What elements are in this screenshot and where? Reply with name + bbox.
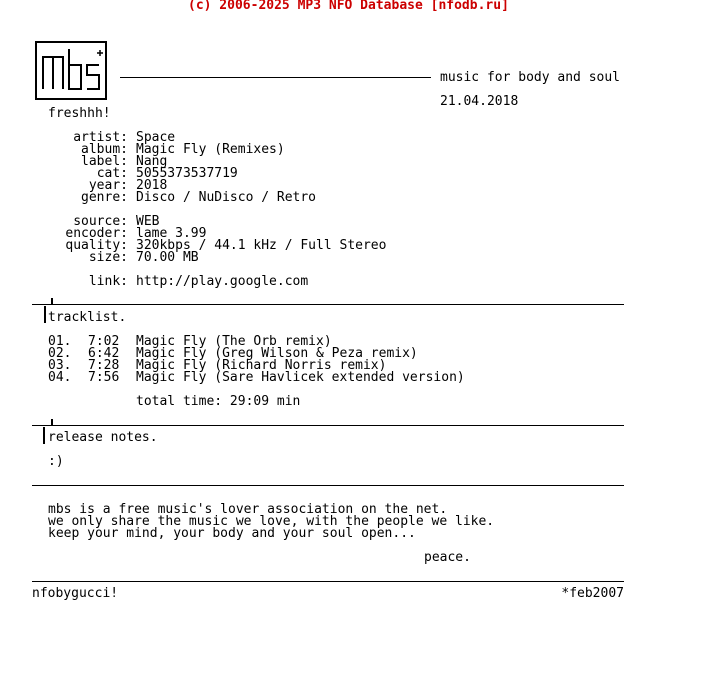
track-number: 01. [48,334,72,349]
total-time: total time: 29:09 min [136,394,301,409]
genre-label: genre: [81,190,128,205]
track-number: 04. [48,370,72,385]
mbs-logo-mark [37,43,105,98]
track-number: 03. [48,358,72,373]
track-time: 7:28 [88,358,120,373]
album-value: Magic Fly (Remixes) [136,142,285,157]
artist-label: artist: [73,130,128,145]
about-rule [32,485,624,486]
link-value[interactable]: http://play.google.com [136,274,309,289]
notes-heading: release notes. [48,430,158,445]
section-bar [44,306,46,323]
track-time: 7:56 [88,370,120,385]
artist-value: Space [136,130,176,145]
year-value: 2018 [136,178,168,193]
quality-value: 320kbps / 44.1 kHz / Full Stereo [136,238,387,253]
release-date: 21.04.2018 [440,94,519,109]
year-label: year: [88,178,128,193]
cat-label: cat: [96,166,128,181]
track-number: 02. [48,346,72,361]
encoder-label: encoder: [65,226,128,241]
section-bar [43,427,45,444]
notes-rule [32,425,624,426]
size-label: size: [88,250,128,265]
track-time: 6:42 [88,346,120,361]
track-title: Magic Fly (Sare Havlicek extended version) [136,370,465,385]
track-time: 7:02 [88,334,120,349]
mbs-logo [35,41,107,100]
greeting: freshhh! [48,106,111,121]
about-line: keep your mind, your body and your soul open... [48,526,416,541]
about-line: we only share the music we love, with the people we like. [48,514,495,529]
label-label: label: [81,154,128,169]
track-title: Magic Fly (The Orb remix) [136,334,332,349]
footer-rule [32,581,624,582]
notes-text: :) [48,454,64,469]
tracklist-rule [32,304,624,305]
tracklist-heading: tracklist. [48,310,127,325]
encoder-value: lame 3.99 [136,226,207,241]
link-label: link: [88,274,128,289]
about-line: mbs is a free music's lover association on the net. [48,502,448,517]
signoff: peace. [424,550,471,565]
label-value: Nang [136,154,168,169]
source-label: source: [73,214,128,229]
genre-value: Disco / NuDisco / Retro [136,190,317,205]
footer-credit: nfobygucci! [32,586,119,601]
header-rule [120,77,431,78]
album-label: album: [81,142,128,157]
footer-version: *feb2007 [561,586,624,601]
cat-value: 5055373537719 [136,166,238,181]
track-title: Magic Fly (Richard Norris remix) [136,358,387,373]
track-title: Magic Fly (Greg Wilson & Peza remix) [136,346,418,361]
source-value: WEB [136,214,160,229]
size-value: 70.00 MB [136,250,199,265]
site-banner: (c) 2006-2025 MP3 NFO Database [nfodb.ru] [188,0,509,13]
quality-label: quality: [65,238,128,253]
tagline: music for body and soul [440,70,621,85]
